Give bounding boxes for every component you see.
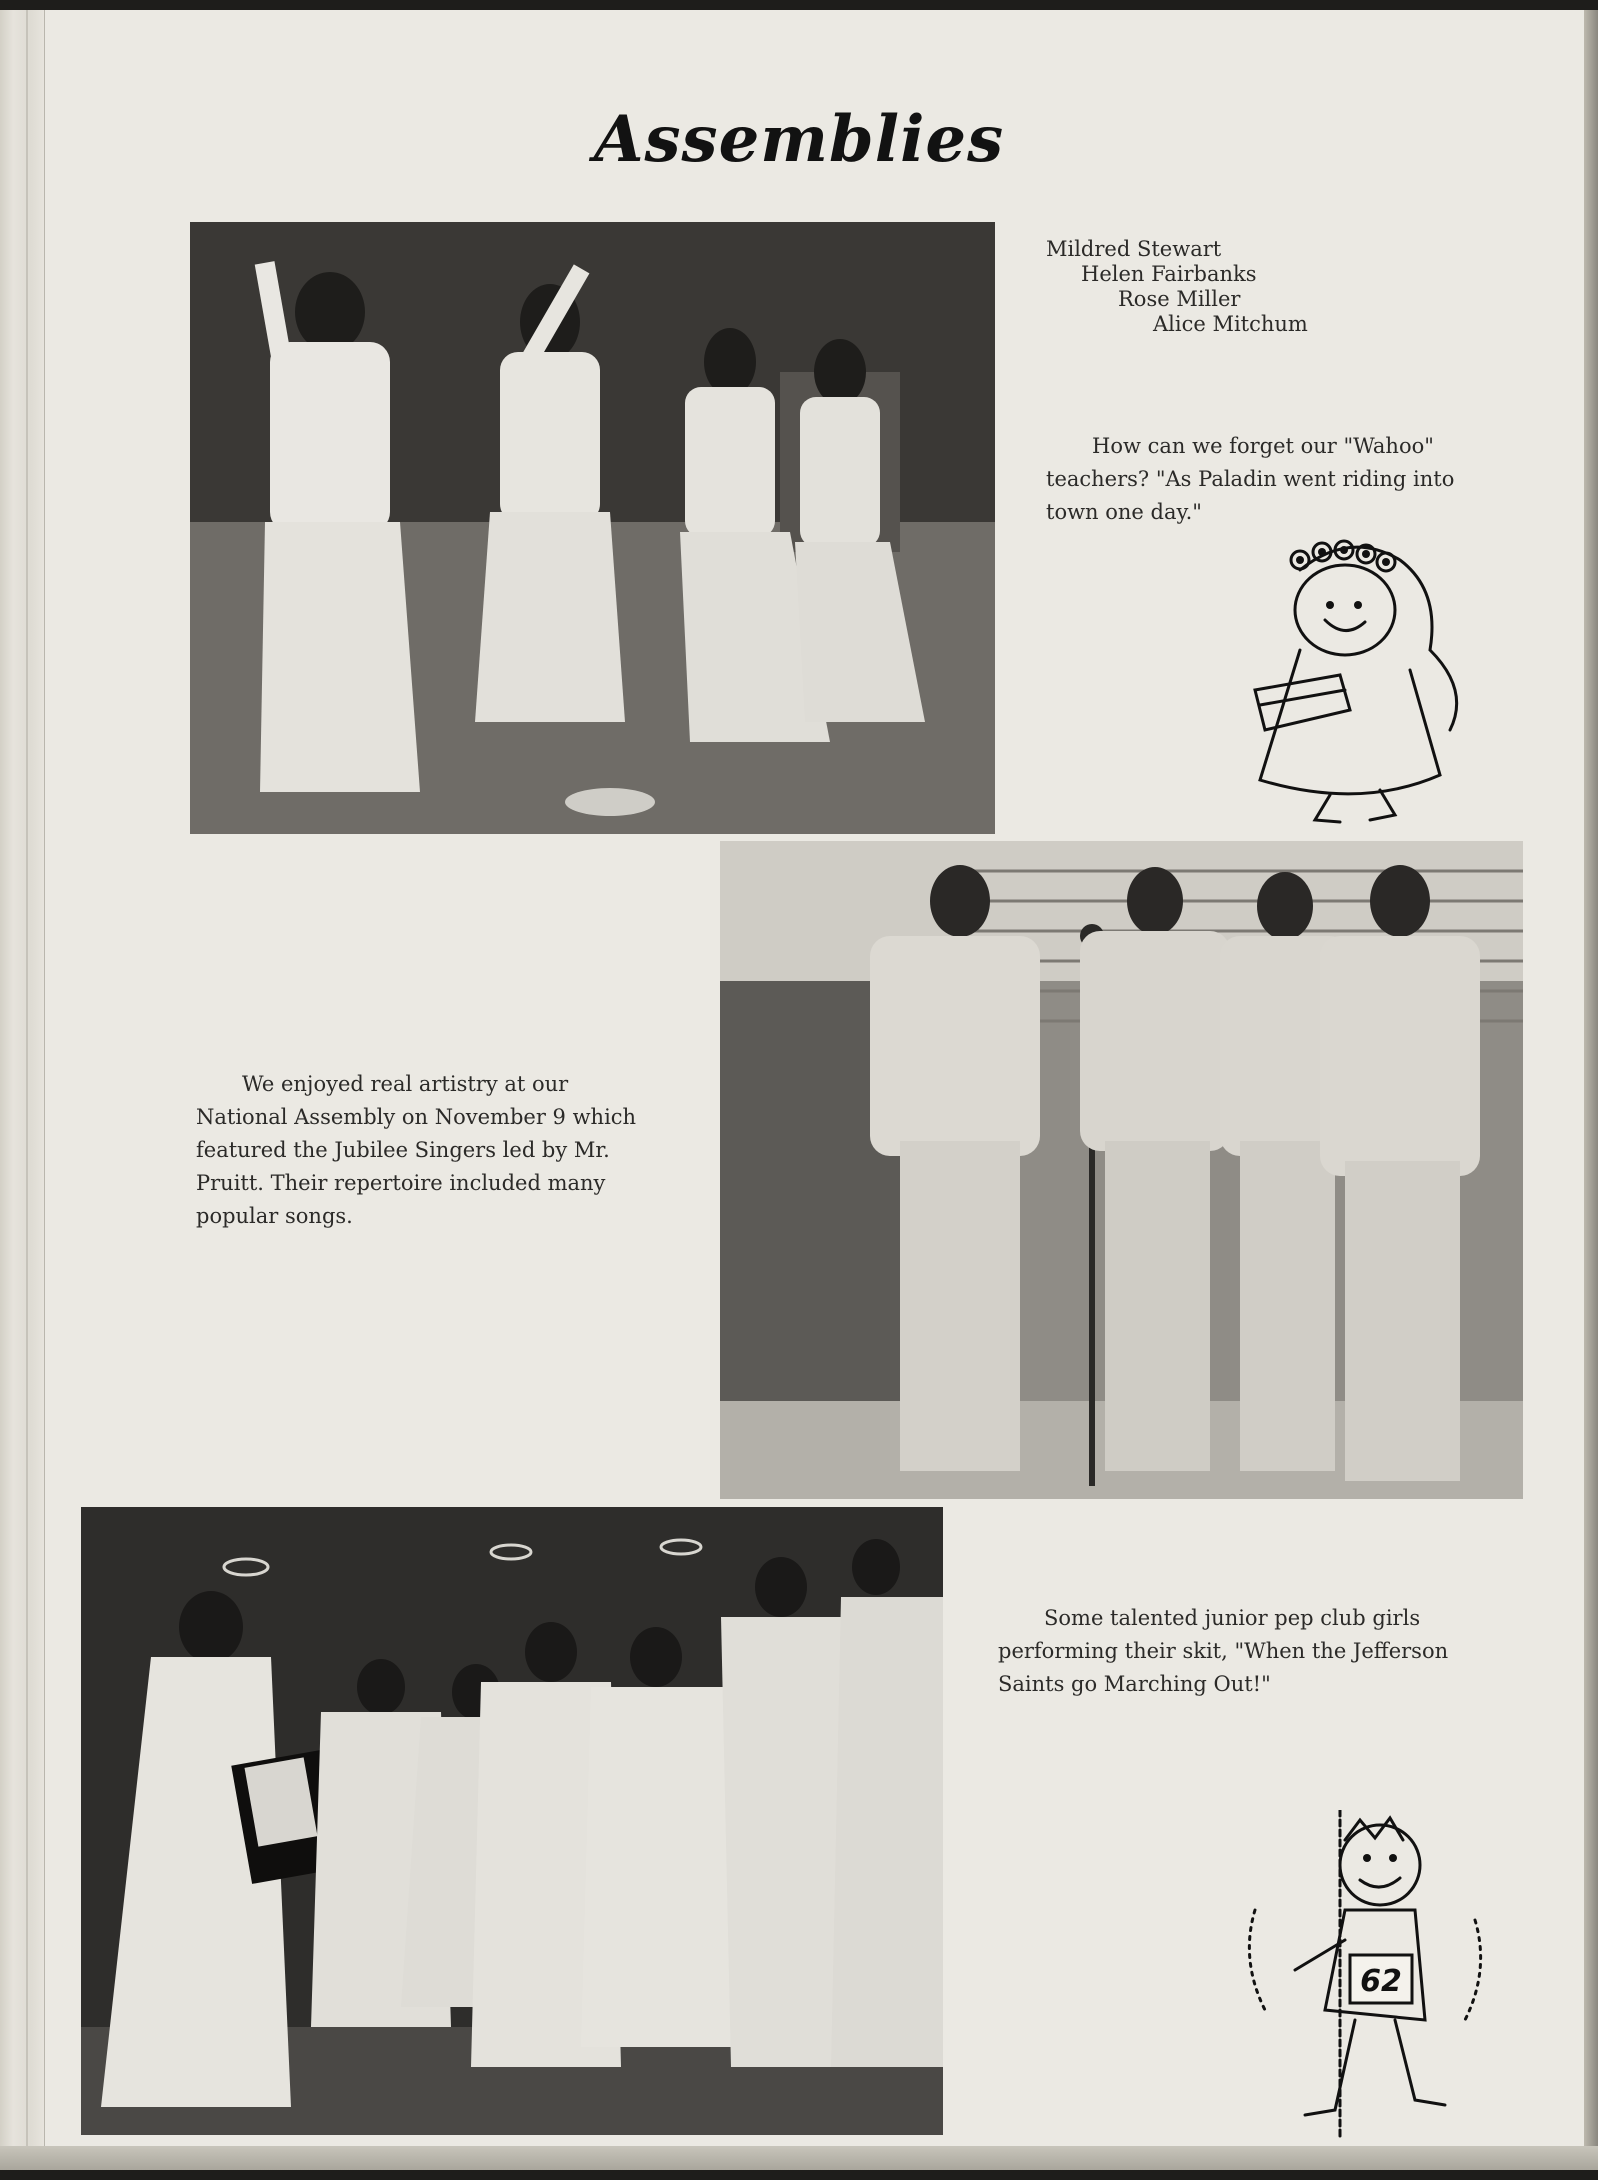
page-binding <box>0 10 45 2170</box>
cartoon-girl-books-icon <box>1240 530 1480 830</box>
photo-jubilee-singers <box>720 841 1523 1499</box>
cartoon-boy-62-icon <box>1235 1810 1495 2140</box>
teacher-name: Mildred Stewart <box>1046 237 1222 261</box>
teacher-name: Rose Miller <box>1118 287 1241 311</box>
page-edge-right <box>1584 10 1598 2170</box>
pep-club-caption: Some talented junior pep club girls performing their skit, "When the Jefferson Saints go Marching Out!" <box>998 1606 1449 1696</box>
yearbook-page <box>0 10 1598 2170</box>
page-edge-bottom <box>0 2146 1598 2170</box>
teacher-names <box>1046 237 1308 337</box>
photo-teachers <box>190 222 995 834</box>
page-title: Assemblies <box>593 102 1005 177</box>
badge-number: 62 <box>1360 1964 1402 1999</box>
photo-pep-club-skit <box>81 1507 943 2135</box>
teachers-caption: How can we forget our "Wahoo" teachers? "As Paladin went riding into town one day." <box>1046 434 1455 524</box>
teacher-name: Helen Fairbanks <box>1081 262 1257 286</box>
teacher-name: Alice Mitchum <box>1153 312 1308 336</box>
singers-caption: We enjoyed real artistry at our National Assembly on November 9 which featured the Jubilee Singers led by Mr. Pruitt. Their repertoire included many popular songs. <box>196 1072 637 1228</box>
